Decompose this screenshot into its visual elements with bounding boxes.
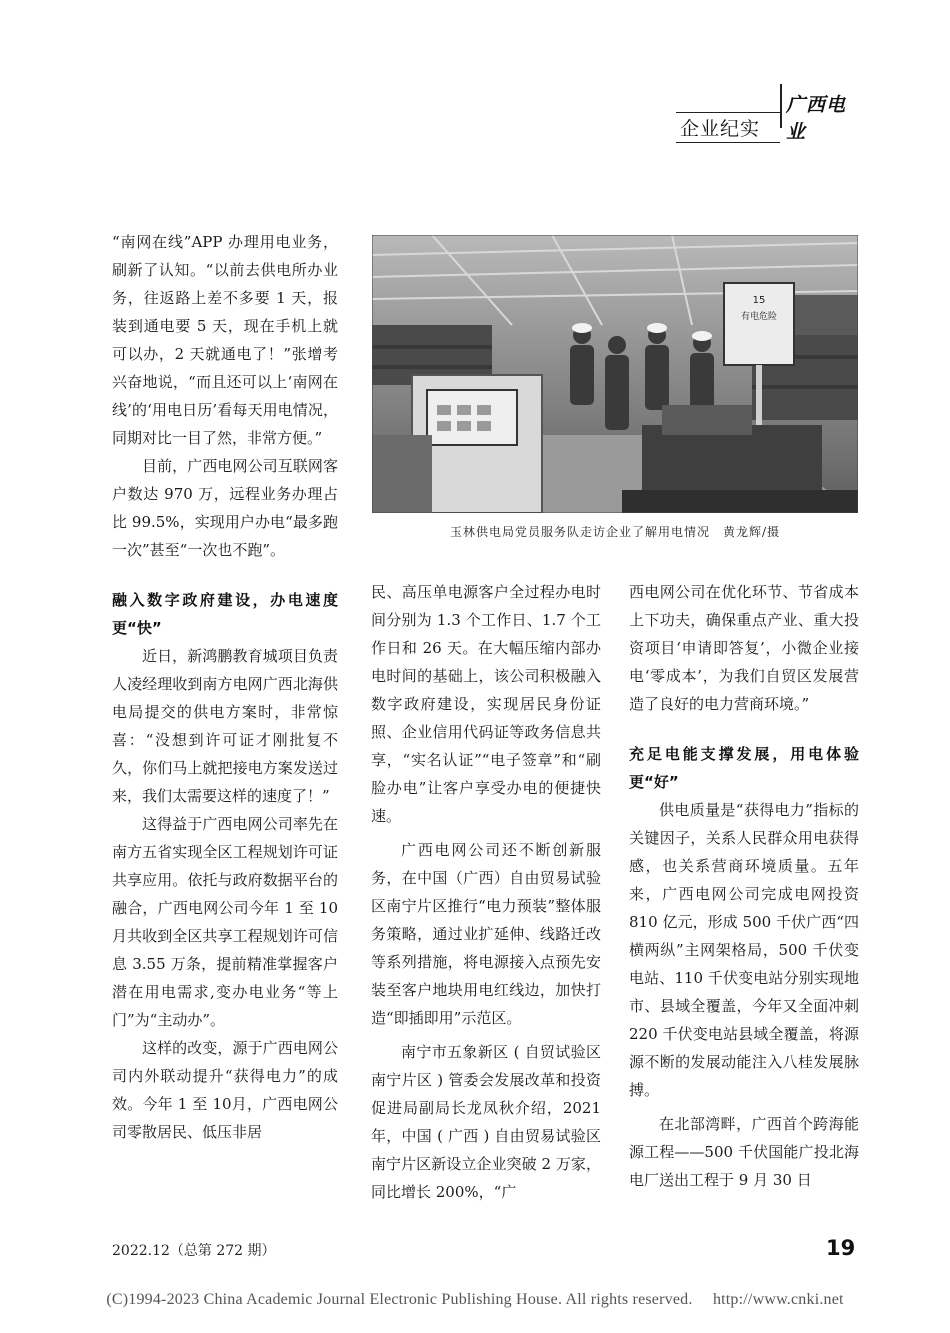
paragraph: 广西电网公司还不断创新服务，在中国（广西）自由贸易试验区南宁片区推行“电力预装”整体服务策略，通过业扩延伸、线路迁改等系列措施，将电源接入点预先安装至客户地块用电红线边，加快打造“即插即用”示范区。 [371, 841, 601, 1027]
paragraph: 在北部湾畔，广西首个跨海能源工程——500 千伏国能广投北海电厂送出工程于 9 月 30 日 [629, 1115, 859, 1189]
masthead-rule [676, 112, 780, 113]
masthead-vertical-rule [780, 84, 782, 128]
article-photo [372, 235, 858, 513]
issue-info: 2022.12（总第 272 期） [112, 1243, 276, 1259]
magazine-brand-logo: 广西电业 [786, 94, 847, 143]
copyright-notice: (C)1994-2023 China Academic Journal Electronic Publishing House. All rights reserved. http://www.cnki.net [106, 1291, 844, 1308]
article-column-1 [112, 228, 338, 1146]
cabinet-number: 15 [752, 295, 766, 306]
paragraph: 这样的改变，源于广西电网公司内外联动提升“获得电力”的成效。今年 1 至 10月，广西电网公司零散居民、低压非居 [112, 1039, 338, 1141]
paragraph: “南网在线”APP 办理用电业务，刷新了认知。“以前去供电所办业务，往返路上差不多要 1 天，报装到通电要 5 天，现在手机上就可以办，2 天就通电了！”张增考兴奋地说，“而且还可以上‘南网在线’的‘用电日历’看每天用电情况，同期对比一目了然，非常方便。” [112, 233, 338, 447]
paragraph: 南宁市五象新区 ( 自贸试验区南宁片区 ) 管委会发展改革和投资促进局副局长龙凤秋介绍，2021 年，中国 ( 广西 ) 自由贸易试验区南宁片区新设立企业突破 2 万家，同比增长 200%，“广 [371, 1043, 601, 1201]
paragraph: 目前，广西电网公司互联网客户数达 970 万，远程业务办理占比 99.5%，实现用户办电“最多跑一次”甚至“一次也不跑”。 [112, 457, 338, 559]
cabinet-warning-label: 有电危险 [740, 312, 778, 322]
section-heading: 融入数字政府建设，办电速度更“快” [112, 591, 338, 637]
section-heading: 充足电能支撑发展，用电体验更“好” [629, 745, 859, 791]
paragraph: 民、高压单电源客户全过程办电时间分别为 1.3 个工作日、1.7 个工作日和 26 天。在大幅压缩内部办电时间的基础上，该公司积极融入数字政府建设，实现居民身份证照、企业信用代码证等政务信息共享，“实名认证”“电子签章”和“刷脸办电”让客户享受办电的便捷快速。 [371, 583, 601, 825]
paragraph: 西电网公司在优化环节、节省成本上下功夫，确保重点产业、重大投资项目‘申请即答复’，小微企业接电‘零成本’，为我们自贸区发展营造了良好的电力营商环境。” [629, 583, 859, 713]
masthead-rule-bottom [676, 142, 780, 143]
factory-scene-image [372, 235, 858, 513]
paragraph: 这得益于广西电网公司率先在南方五省实现全区工程规划许可证共享应用。依托与政府数据平台的融合，广西电网公司今年 1 至 10 月共收到全区共享工程规划许可信息 3.55 万条，提前精准掌握客户潜在用电需求,变办电业务“等上门”为“主动办”。 [112, 815, 338, 1029]
photo-caption: 玉林供电局党员服务队走访企业了解用电情况 黄龙辉/摄 [449, 525, 781, 539]
masthead [676, 84, 862, 148]
paragraph: 供电质量是“获得电力”指标的关键因子，关系人民群众用电获得感，也关系营商环境质量。五年来，广西电网公司完成电网投资 810 亿元，形成 500 千伏广西“四横两纵”主网架格局，500 千伏变电站、110 千伏变电站分别实现地市、县域全覆盖，今年又全面冲刺 220 千伏变电站县域全覆盖，将源源不断的发展动能注入八桂发展脉搏。 [629, 801, 859, 1099]
article-column-3 [629, 578, 859, 1194]
paragraph: 近日，新鸿鹏教育城项目负责人凌经理收到南方电网广西北海供电局提交的供电方案时，非常惊喜：“没想到许可证才刚批复不久，你们马上就把接电方案发送过来，我们太需要这样的速度了！” [112, 647, 338, 805]
section-title: 企业纪实 [680, 118, 761, 140]
article-column-2 [371, 578, 601, 1206]
page-number: 19 [826, 1236, 856, 1260]
